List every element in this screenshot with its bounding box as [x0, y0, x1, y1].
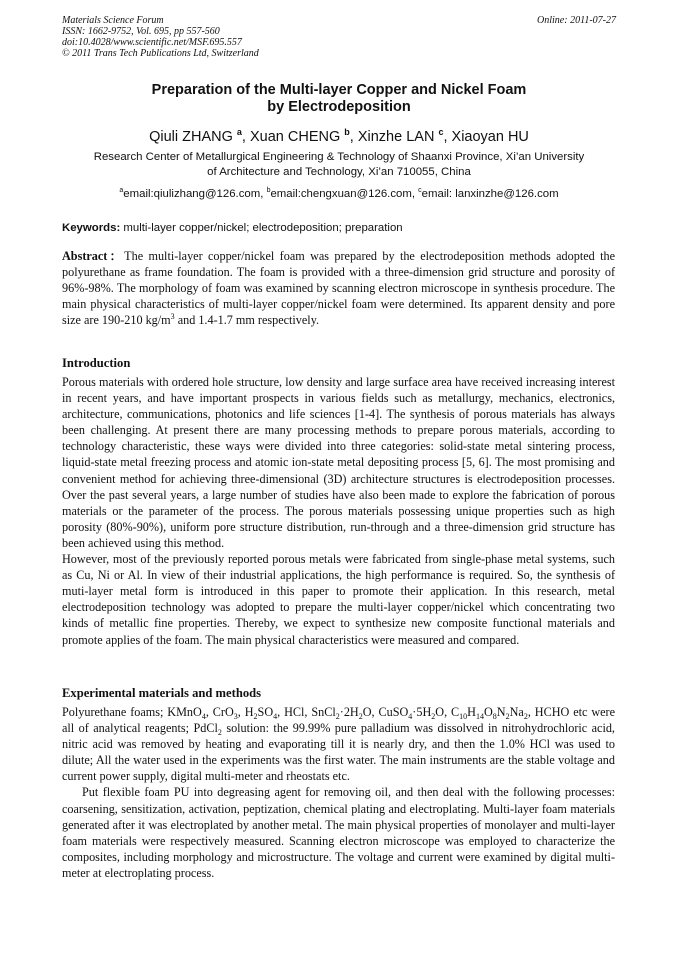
text-run: SO [257, 705, 274, 719]
email-text: email:chengxuan@126.com, [270, 187, 419, 200]
journal-name: Materials Science Forum [62, 15, 164, 26]
methods-body [62, 704, 615, 881]
email-text: email: lanxinzhe@126.com [421, 187, 559, 200]
abstract-text: The multi-layer copper/nickel foam was prepared by the electrodeposition methods adopted the polyurethane as frame foundation. The foam is provided with a three-dimension grid structure and porosity of 96%-98%. The morphology of foam was examined by scanning electron microscope in synthesis procedure. The main physical characteristics of multi-layer copper/nickel foam were determined. Its apparent density and pore size are 190-210 kg/m [62, 249, 615, 328]
text-run: O, C [435, 705, 460, 719]
author-emails [62, 184, 616, 201]
email-mark: c [418, 187, 422, 194]
author-name: Xiaoyan HU [451, 128, 529, 145]
paragraph-materials [62, 704, 615, 784]
author-name: Xuan CHENG [249, 128, 341, 145]
paragraph: Put flexible foam PU into degreasing agent for removing oil, and then deal with the following processes: coarsening, sensitization, activation, peptization, chemical plating and electroplating. Multi-layer foam materials generated after it was electroplated by another metal. The main physical properties of monolayer and multi-layer foam materials were respectively measured. Scanning electron microscope was employed to characterize the composites, including morphology and microstructure. The voltage and current were examined by digital multi-meter at electroplating process. [62, 785, 615, 880]
copyright-line: © 2011 Trans Tech Publications Ltd, Switzerland [62, 48, 259, 59]
subscript: 4 [201, 712, 206, 721]
author-name: Qiuli ZHANG [149, 128, 233, 145]
subscript: 14 [475, 712, 484, 721]
text-run: O, CuSO [362, 705, 409, 719]
introduction-body [62, 374, 615, 648]
affiliation-line-1: Research Center of Metallurgical Engineering & Technology of Shaanxi Province, Xi’an University [93, 151, 585, 163]
doi-line: doi:10.4028/www.scientific.net/MSF.695.557 [62, 37, 242, 48]
text-run: Polyurethane foams; KMnO [62, 705, 202, 719]
title-line-2: by Electrodeposition [267, 99, 411, 115]
author-name: Xinzhe LAN [357, 128, 435, 145]
abstract-label: Abstract： [62, 249, 125, 263]
subscript: 2 [253, 712, 258, 721]
subscript: 8 [492, 712, 497, 721]
abstract-superscript: 3 [170, 312, 175, 322]
subscript: 2 [335, 712, 340, 721]
section-heading-methods: Experimental materials and methods [62, 686, 262, 700]
text-run: , H [237, 705, 254, 719]
author-mark: a [236, 127, 242, 137]
paragraph: However, most of the previously reported porous metals were fabricated from single-phase metal systems, such as Cu, Ni or Al. In view of their industrial applications, the high performance is required. So, the synthesis of muti-layer metal form is introduced in this paper to promote their application. In this research, metal electrodeposition technology was adopted to prepare the multi-layer copper/nickel which concentrating two kinds of metallic fine properties. Thereby, we expect to synthesize new composite functional materials and promote applies of the foam. The main physical characteristics were measured and compared. [62, 552, 615, 647]
text-run: solution: the 99.99% pure palladium was dissolved in nitrohydrochloric acid, nitric acid was removed by heating and evaporating till it is nearly dry, and then the 1.0% HCl was used to dilute; All the water used in the experiments was the first water. The main instruments are the stable voltage and current power supply, digital multi-meter and rheostats etc. [62, 721, 615, 784]
section-heading-introduction: Introduction [62, 356, 131, 370]
subscript: 4 [408, 712, 413, 721]
abstract-text-end: and 1.4-1.7 mm respectively. [174, 313, 320, 328]
paragraph: Porous materials with ordered hole structure, low density and large surface area have received increasing interest in recent years, and have important prospects in various fields such as metallurgy, mechanics, electronics, architecture, communications, photonics and life sciences [1-4]. The synthesis of porous materials has always been challenging. At present there are many processing methods to prepare porous materials, according to technology characteristic, these ways were divided into three categories: solid-state metal sintering process, liquid-state metal freezing process and atomic ion-state metal depositing process [5, 6]. The most promising and convenient method for achieving three-dimensional (3D) architecture structures is electrodeposition processes. Over the past several years, a large number of studies have also been made to explore the fabrication of porous materials or the parameter of the process. The porous materials possessing unique properties such as high porosity (80%-90%), uniform pore structure distribution, run-through and a three-dimension grid structure has been achieved using this method. [62, 375, 615, 550]
text-run: , HCl, SnCl [277, 705, 336, 719]
text-run: N [496, 705, 506, 719]
subscript: 2 [431, 712, 436, 721]
affiliation [62, 150, 616, 180]
subscript: 2 [505, 712, 510, 721]
text-run: ·2H [339, 705, 359, 719]
author-mark: b [344, 127, 350, 137]
issn-line: ISSN: 1662-9752, Vol. 695, pp 557-560 [62, 26, 220, 37]
subscript: 10 [459, 712, 468, 721]
text-run: Na [509, 705, 524, 719]
subscript: 2 [217, 728, 222, 738]
subscript: 3 [233, 712, 238, 721]
title-line-1: Preparation of the Multi-layer Copper and Nickel Foam [151, 82, 527, 98]
text-run: H [467, 705, 476, 719]
subscript: 4 [273, 712, 278, 721]
email-mark: b [266, 187, 271, 194]
author-list: Qiuli ZHANG $^a$, Xuan CHENG $^b$, Xinzhe LAN $^c$, Xiaoyan HU [149, 127, 529, 145]
text-run: ·5H [412, 705, 432, 719]
subscript: 2 [523, 712, 528, 721]
text-run: , CrO [205, 705, 234, 719]
subscript: 2 [358, 712, 363, 721]
journal-header [62, 15, 259, 59]
keywords [62, 221, 616, 235]
keywords-label: Keywords: [62, 222, 121, 234]
text-run: , HCHO etc were all of analytical reagents; PdCl [62, 705, 615, 736]
author-mark: c [438, 127, 444, 137]
email-mark: a [119, 187, 124, 194]
online-date: Online: 2011-07-27 [537, 15, 616, 26]
paper-title [62, 82, 616, 116]
text-run: O [483, 705, 493, 719]
keywords-text: multi-layer copper/nickel; electrodeposition; preparation [120, 222, 403, 234]
affiliation-line-2: of Architecture and Technology, Xi’an 710055, China [207, 166, 471, 178]
abstract [62, 248, 615, 328]
email-text: email:qiulizhang@126.com, [123, 187, 267, 200]
